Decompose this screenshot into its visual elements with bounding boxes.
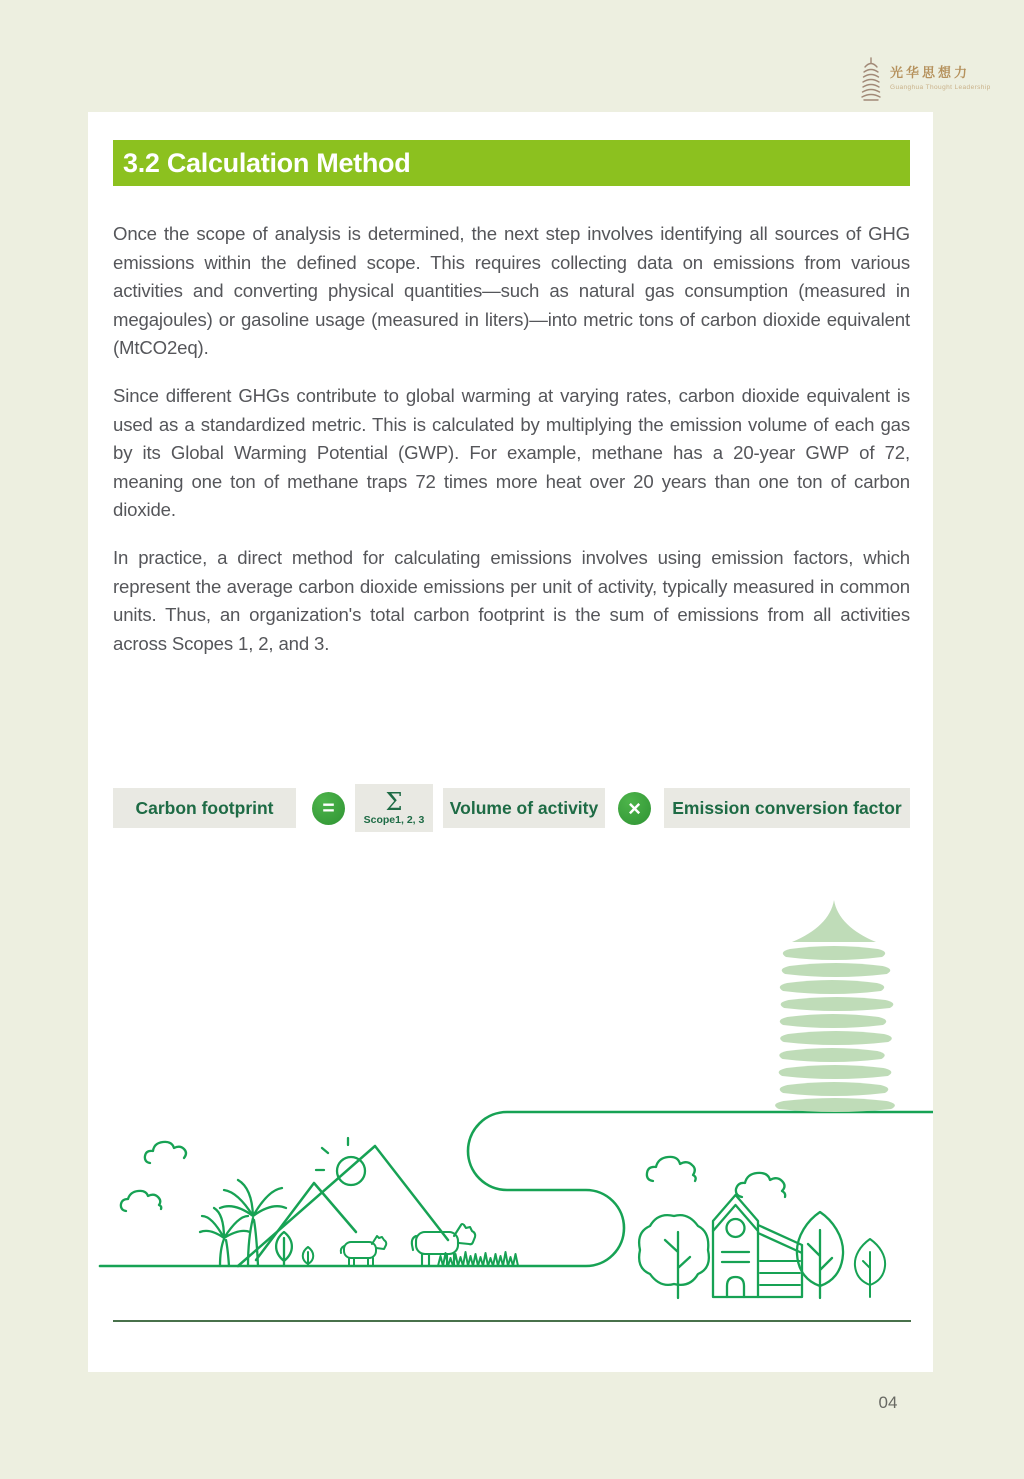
section-title-bar xyxy=(113,140,910,186)
body-text xyxy=(113,220,910,677)
logo-english-name: Guanghua Thought Leadership xyxy=(890,83,991,91)
house-icon xyxy=(758,1225,802,1297)
sun-rays xyxy=(316,1138,348,1170)
sun-icon xyxy=(337,1157,365,1185)
equals-icon: = xyxy=(312,792,345,825)
cloud-icon xyxy=(121,1191,161,1211)
cloud-icon xyxy=(736,1173,785,1197)
sigma-subscript: Scope1, 2, 3 xyxy=(363,814,425,826)
leaf-tree-icon xyxy=(276,1232,313,1266)
palm-tree-icon xyxy=(200,1208,250,1266)
leaf-tree-icon xyxy=(855,1239,885,1297)
formula-term-emission-conversion-factor: Emission conversion factor xyxy=(664,788,910,828)
logo-chinese-name: 光华思想力 xyxy=(890,66,971,82)
cow-icon xyxy=(341,1236,386,1266)
page-number: 04 xyxy=(878,1393,898,1412)
formula-term-volume-of-activity: Volume of activity xyxy=(443,788,605,828)
section-title: 3.2 Calculation Method xyxy=(123,147,411,178)
brand-logo xyxy=(858,56,991,102)
formula-term-carbon-footprint: Carbon footprint xyxy=(113,788,296,828)
content-card xyxy=(88,112,933,1372)
church-icon xyxy=(713,1195,758,1297)
formula-sigma-term xyxy=(355,784,433,832)
landscape-illustration xyxy=(88,880,933,1300)
pagoda-icon xyxy=(775,900,895,1112)
carbon-footprint-formula xyxy=(113,784,910,832)
sigma-symbol: Σ xyxy=(385,788,403,816)
cloud-icon xyxy=(145,1142,186,1163)
logo-text xyxy=(890,67,991,90)
paragraph-2: Since different GHGs contribute to global warming at varying rates, carbon dioxide equivalent is used as a standardized metric. This is calculated by multiplying the emission volume of each gas by its Global Warming Potential (GWP). For example, methane has a 20-year GWP of 72, meaning one ton of methane traps 72 times more heat over 20 years than one ton of carbon dioxide. xyxy=(113,384,910,521)
round-tree-icon xyxy=(639,1215,709,1298)
cloud-icon xyxy=(647,1157,696,1181)
paragraph-1: Once the scope of analysis is determined, the next step involves identifying all sources of GHG emissions within the defined scope. This requires collecting data on emissions from various activities and converting physical quantities—such as natural gas consumption (measured in megajoules) or gasoline usage (measured in liters)—into metric tons of carbon dioxide equivalent (MtCO2eq). xyxy=(113,223,910,359)
multiply-icon: × xyxy=(618,792,651,825)
paragraph-3: In practice, a direct method for calculating emissions involves using emission factors, which represent the average carbon dioxide emissions per unit of activity, typically measured in common units. Thus, an organization's total carbon footprint is the sum of emissions from all activities across Scopes 1, 2, and 3. xyxy=(113,546,910,654)
leaf-tree-icon xyxy=(797,1212,843,1298)
footer-divider-line xyxy=(113,1320,911,1322)
pagoda-logo-icon xyxy=(858,56,884,102)
